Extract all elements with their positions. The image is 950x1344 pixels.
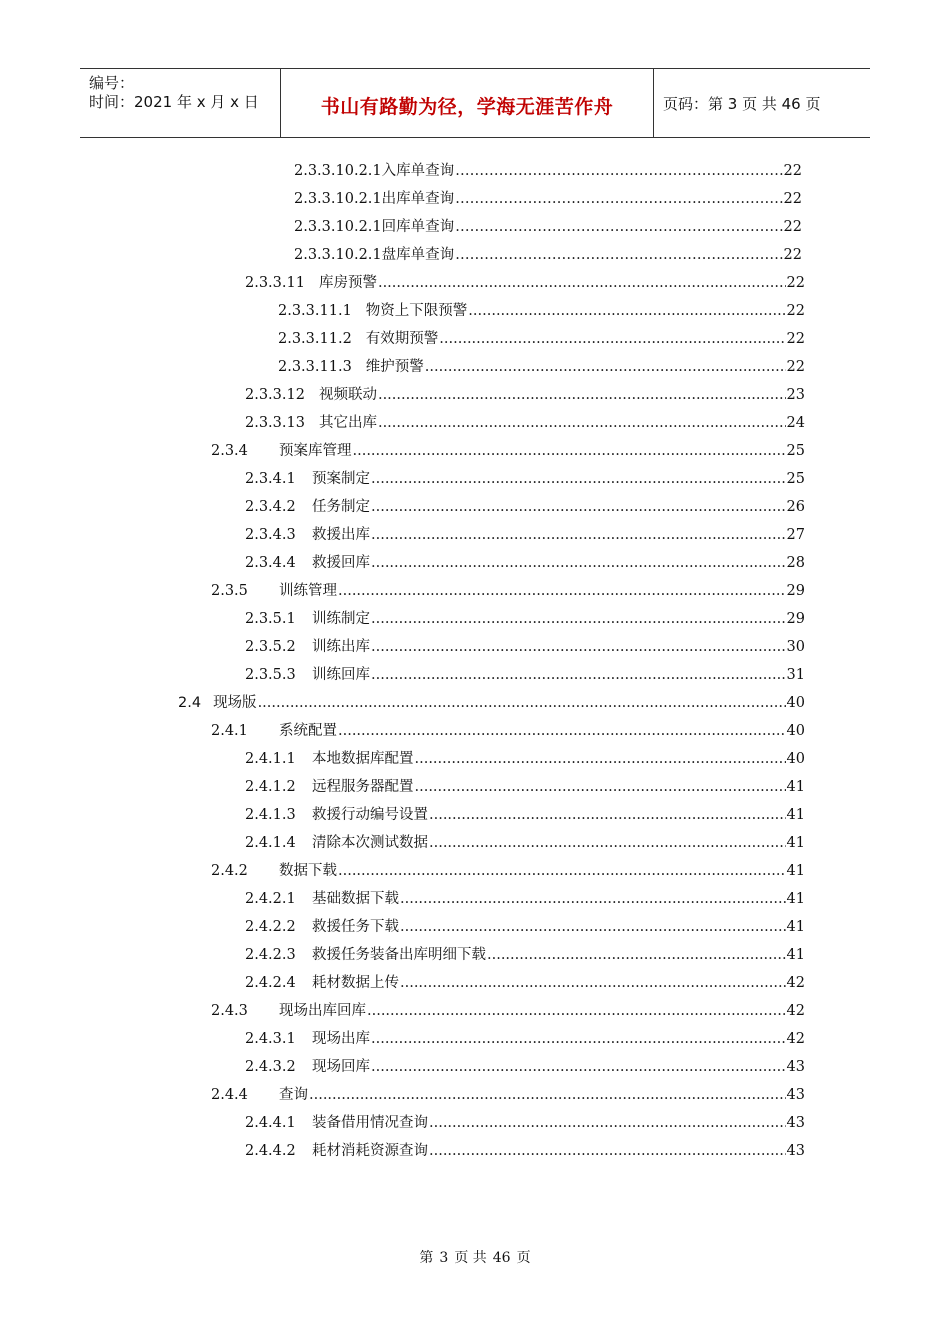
- toc-entry-title: 训练制定: [312, 611, 370, 627]
- toc-leader-dots: [415, 773, 786, 801]
- toc-entry-page: 42: [786, 975, 805, 991]
- toc-entry-page: 41: [786, 891, 805, 907]
- toc-entry[interactable]: [245, 465, 805, 493]
- toc-leader-dots: [371, 661, 786, 689]
- toc-leader-dots: [455, 185, 782, 213]
- toc-entry-number: 2.3.3.11.2: [278, 331, 352, 347]
- toc-leader-dots: [371, 549, 786, 577]
- toc-entry-page: 43: [786, 1143, 805, 1159]
- toc-leader-dots: [371, 605, 786, 633]
- toc-entry[interactable]: [211, 1081, 805, 1109]
- page-footer: [0, 1247, 950, 1267]
- toc-entry-page: 29: [786, 583, 805, 599]
- toc-leader-dots: [400, 885, 786, 913]
- toc-entry[interactable]: [245, 969, 805, 997]
- toc-entry-title: 清除本次测试数据: [312, 835, 428, 851]
- toc-entry-page: 29: [786, 611, 805, 627]
- footer-page-mid: 页 共: [454, 1250, 487, 1266]
- toc-entry-page: 23: [786, 387, 805, 403]
- toc-entry-title: 远程服务器配置: [312, 779, 414, 795]
- header-page-info: 页码：第 3 页 共 46 页: [663, 95, 821, 113]
- toc-entry-title: 物资上下限预警: [365, 303, 468, 319]
- toc-entry-title: 本地数据库配置: [312, 751, 414, 767]
- toc-entry-number: 2.4.4.1: [245, 1115, 296, 1131]
- toc-entry-title: 维护预警: [365, 359, 424, 375]
- toc-entry-number: 2.4.1.4: [245, 835, 296, 851]
- toc-entry-title: 系统配置: [279, 723, 337, 739]
- toc-leader-dots: [371, 521, 786, 549]
- toc-entry-number: 2.4.1.1: [245, 751, 296, 767]
- toc-entry-number: 2.4.2.3: [245, 947, 296, 963]
- toc-entry[interactable]: [245, 801, 805, 829]
- toc-entry-page: 22: [786, 275, 805, 291]
- toc-leader-dots: [455, 241, 782, 269]
- toc-entry-number: 2.3.3.10.2.1: [294, 163, 382, 179]
- toc-entry-page: 42: [786, 1003, 805, 1019]
- toc-entry-page: 22: [783, 219, 802, 235]
- toc-entry-number: 2.3.4.1: [245, 471, 296, 487]
- toc-leader-dots: [468, 297, 785, 325]
- toc-entry-number: 2.3.3.12: [245, 387, 305, 403]
- document-date: 时间：2021 年 x 月 x 日: [89, 93, 259, 111]
- toc-entry[interactable]: [245, 829, 805, 857]
- toc-entry-number: 2.3.4.4: [245, 555, 296, 571]
- toc-entry-number: 2.3.4: [211, 443, 248, 459]
- toc-entry[interactable]: [211, 997, 805, 1025]
- toc-leader-dots: [439, 325, 785, 353]
- toc-entry-number: 2.4.3.1: [245, 1031, 296, 1047]
- toc-entry-title: 训练管理: [279, 583, 337, 599]
- toc-entry-title: 预案制定: [312, 471, 370, 487]
- toc-entry-number: 2.3.5.3: [245, 667, 296, 683]
- toc-entry-title: 现场出库: [312, 1031, 370, 1047]
- toc-entry-page: 40: [786, 723, 805, 739]
- footer-page-prefix: 第: [419, 1250, 434, 1266]
- toc-entry-title: 任务制定: [312, 499, 370, 515]
- toc-entry-title: 现场版: [213, 695, 257, 711]
- toc-entry-page: 41: [786, 947, 805, 963]
- toc-entry[interactable]: [211, 717, 805, 745]
- toc-entry[interactable]: [278, 325, 805, 353]
- toc-entry[interactable]: [211, 857, 805, 885]
- toc-entry-page: 25: [786, 471, 805, 487]
- footer-page-suffix: 页: [516, 1250, 531, 1266]
- toc-leader-dots: [338, 577, 786, 605]
- toc-entry-number: 2.4.2.4: [245, 975, 296, 991]
- toc-entry-title: 其它出库: [318, 415, 377, 431]
- toc-entry-number: 2.3.5: [211, 583, 248, 599]
- toc-entry-number: 2.3.3.10.2.1: [294, 247, 382, 263]
- toc-entry[interactable]: [245, 381, 805, 409]
- toc-entry-title: 救援回库: [312, 555, 370, 571]
- toc-entry-title: 库房预警: [318, 275, 377, 291]
- toc-entry[interactable]: [178, 689, 805, 717]
- toc-entry-number: 2.3.3.13: [245, 415, 305, 431]
- toc-entry[interactable]: [294, 241, 802, 269]
- document-code-label: 编号：: [89, 74, 135, 92]
- toc-leader-dots: [309, 1081, 786, 1109]
- toc-leader-dots: [371, 633, 786, 661]
- toc-entry-number: 2.3.5.2: [245, 639, 296, 655]
- toc-entry[interactable]: [278, 353, 805, 381]
- toc-entry-title: 救援任务装备出库明细下载: [312, 947, 486, 963]
- toc-entry-title: 救援出库: [312, 527, 370, 543]
- toc-entry-title: 现场出库回库: [279, 1003, 366, 1019]
- toc-entry[interactable]: [245, 885, 805, 913]
- toc-entry-number: 2.4.2.2: [245, 919, 296, 935]
- toc-leader-dots: [378, 381, 786, 409]
- toc-leader-dots: [429, 829, 786, 857]
- footer-page-current: 3: [439, 1250, 449, 1266]
- toc-entry-number: 2.3.3.10.2.1: [294, 191, 382, 207]
- toc-entry-title: 入库单查询: [381, 163, 455, 179]
- toc-entry-page: 42: [786, 1031, 805, 1047]
- toc-leader-dots: [429, 1137, 786, 1165]
- toc-entry-title: 救援任务下载: [312, 919, 399, 935]
- toc-leader-dots: [338, 857, 786, 885]
- toc-entry[interactable]: [245, 913, 805, 941]
- header-meta-cell: [80, 69, 281, 137]
- toc-entry-number: 2.3.4.3: [245, 527, 296, 543]
- toc-leader-dots: [258, 689, 786, 717]
- toc-leader-dots: [371, 1053, 786, 1081]
- toc-leader-dots: [367, 997, 786, 1025]
- toc-leader-dots: [455, 157, 782, 185]
- toc-entry-number: 2.4.1.2: [245, 779, 296, 795]
- toc-entry-title: 耗材消耗资源查询: [312, 1143, 428, 1159]
- toc-entry[interactable]: [245, 1053, 805, 1081]
- toc-entry-page: 22: [786, 359, 805, 375]
- toc-entry-page: 26: [786, 499, 805, 515]
- toc-entry-title: 有效期预警: [365, 331, 439, 347]
- toc-entry[interactable]: [245, 633, 805, 661]
- toc-entry-number: 2.4.4.2: [245, 1143, 296, 1159]
- toc-leader-dots: [371, 493, 786, 521]
- toc-leader-dots: [400, 969, 786, 997]
- toc-entry-number: 2.4.1.3: [245, 807, 296, 823]
- toc-entry-page: 41: [786, 835, 805, 851]
- toc-entry-page: 25: [786, 443, 805, 459]
- toc-entry-title: 回库单查询: [381, 219, 455, 235]
- toc-entry-title: 基础数据下载: [312, 891, 399, 907]
- toc-entry[interactable]: [245, 745, 805, 773]
- toc-entry-page: 43: [786, 1087, 805, 1103]
- toc-entry[interactable]: [245, 773, 805, 801]
- toc-entry-page: 24: [786, 415, 805, 431]
- toc-leader-dots: [353, 437, 786, 465]
- toc-entry-number: 2.4: [178, 695, 202, 711]
- toc-leader-dots: [371, 1025, 786, 1053]
- toc-entry-number: 2.3.3.11.3: [278, 359, 352, 375]
- toc-leader-dots: [400, 913, 786, 941]
- toc-entry-title: 训练回库: [312, 667, 370, 683]
- toc-entry-page: 27: [786, 527, 805, 543]
- toc-entry[interactable]: [294, 157, 802, 185]
- toc-leader-dots: [378, 269, 786, 297]
- toc-entry[interactable]: [245, 661, 805, 689]
- toc-leader-dots: [371, 465, 786, 493]
- toc-entry-title: 出库单查询: [381, 191, 455, 207]
- page-header: [80, 68, 870, 138]
- toc-entry-number: 2.4.3: [211, 1003, 248, 1019]
- toc-entry-number: 2.4.3.2: [245, 1059, 296, 1075]
- toc-entry-number: 2.3.3.11.1: [278, 303, 352, 319]
- toc-entry-page: 41: [786, 807, 805, 823]
- toc-entry-page: 41: [786, 779, 805, 795]
- toc-entry-number: 2.3.3.11: [245, 275, 305, 291]
- toc-entry[interactable]: [294, 185, 802, 213]
- toc-leader-dots: [378, 409, 786, 437]
- toc-entry[interactable]: [211, 437, 805, 465]
- toc-entry-title: 耗材数据上传: [312, 975, 399, 991]
- toc-entry-page: 22: [786, 331, 805, 347]
- toc-entry-page: 22: [783, 163, 802, 179]
- toc-entry-page: 40: [786, 695, 805, 711]
- toc-entry-number: 2.4.2: [211, 863, 248, 879]
- toc-entry-title: 现场回库: [312, 1059, 370, 1075]
- header-motto-cell: [281, 69, 654, 137]
- header-page-cell: [654, 69, 870, 137]
- toc-leader-dots: [338, 717, 786, 745]
- toc-entry-page: 28: [786, 555, 805, 571]
- toc-entry[interactable]: [294, 213, 802, 241]
- toc-entry-page: 40: [786, 751, 805, 767]
- toc-entry-page: 43: [786, 1115, 805, 1131]
- toc-entry-page: 22: [783, 247, 802, 263]
- header-motto: 书山有路勤为径，学海无涯苦作舟: [320, 96, 614, 118]
- toc-leader-dots: [429, 801, 786, 829]
- toc-entry-title: 预案库管理: [279, 443, 352, 459]
- toc-leader-dots: [487, 941, 786, 969]
- toc-entry-page: 22: [786, 303, 805, 319]
- toc-entry[interactable]: [245, 521, 805, 549]
- toc-entry[interactable]: [245, 941, 805, 969]
- toc-entry[interactable]: [245, 1137, 805, 1165]
- toc-entry-title: 装备借用情况查询: [312, 1115, 428, 1131]
- toc-entry-number: 2.3.4.2: [245, 499, 296, 515]
- toc-entry-title: 盘库单查询: [381, 247, 455, 263]
- toc-entry-number: 2.4.4: [211, 1087, 248, 1103]
- toc-entry[interactable]: [245, 1025, 805, 1053]
- toc-entry[interactable]: [245, 605, 805, 633]
- toc-entry-title: 训练出库: [312, 639, 370, 655]
- toc-entry-title: 数据下载: [279, 863, 337, 879]
- toc-entry-title: 视频联动: [318, 387, 377, 403]
- toc-leader-dots: [455, 213, 782, 241]
- toc-entry-page: 31: [786, 667, 805, 683]
- toc-entry-number: 2.4.1: [211, 723, 248, 739]
- toc-entry-title: 救援行动编号设置: [312, 807, 428, 823]
- toc-entry[interactable]: [211, 577, 805, 605]
- toc-entry-page: 30: [786, 639, 805, 655]
- footer-page-total: 46: [492, 1250, 511, 1266]
- toc-entry[interactable]: [245, 549, 805, 577]
- toc-leader-dots: [429, 1109, 786, 1137]
- toc-leader-dots: [415, 745, 786, 773]
- toc-entry[interactable]: [278, 297, 805, 325]
- toc-entry[interactable]: [245, 1109, 805, 1137]
- toc-entry-page: 22: [783, 191, 802, 207]
- toc-entry[interactable]: [245, 409, 805, 437]
- toc-entry[interactable]: [245, 269, 805, 297]
- toc-entry-page: 43: [786, 1059, 805, 1075]
- toc-entry[interactable]: [245, 493, 805, 521]
- toc-entry-number: 2.4.2.1: [245, 891, 296, 907]
- toc-entry-page: 41: [786, 919, 805, 935]
- toc-leader-dots: [425, 353, 786, 381]
- toc-entry-number: 2.3.5.1: [245, 611, 296, 627]
- toc-entry-number: 2.3.3.10.2.1: [294, 219, 382, 235]
- toc-entry-page: 41: [786, 863, 805, 879]
- toc-entry-title: 查询: [279, 1087, 308, 1103]
